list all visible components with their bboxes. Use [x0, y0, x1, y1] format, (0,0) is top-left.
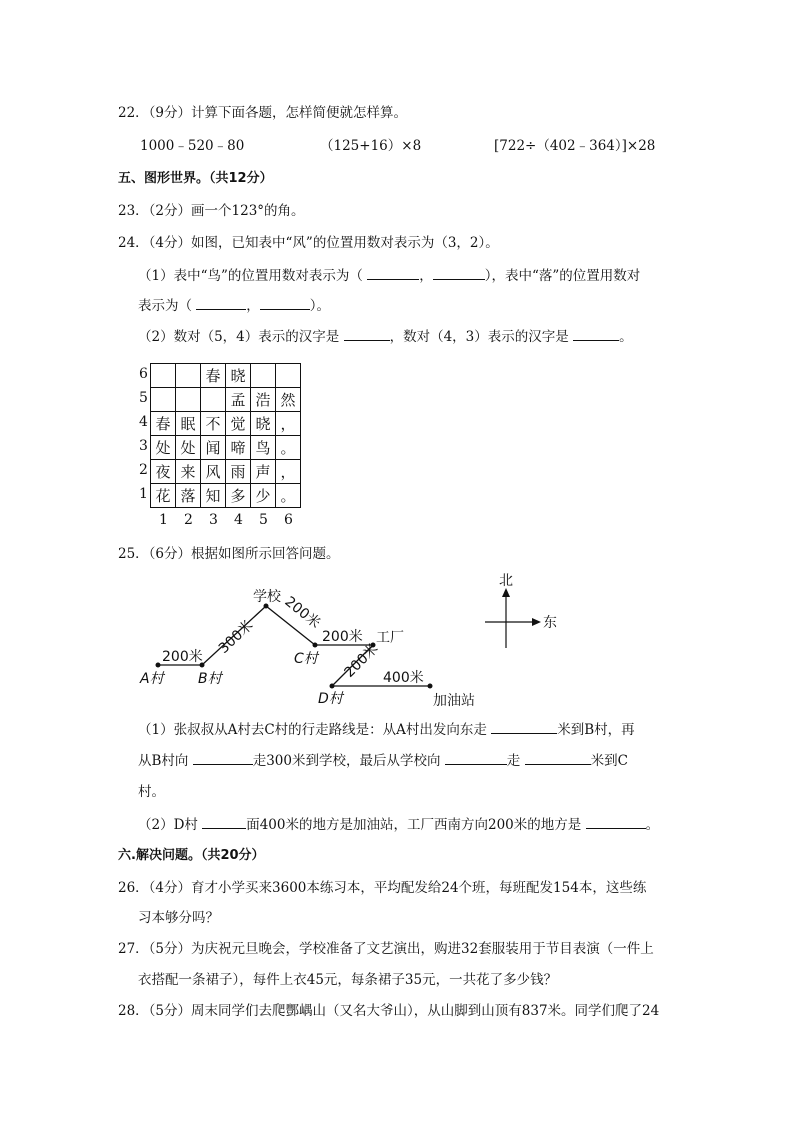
- grid-cell: 来: [176, 460, 201, 484]
- q26-line2: 习本够分吗？: [138, 910, 219, 926]
- grid-cell: 啼: [226, 436, 251, 460]
- grid-cell: 风: [201, 460, 226, 484]
- distance-bs: 300米: [215, 617, 257, 657]
- grid-row-label: 2: [139, 462, 148, 478]
- grid-row-label: 5: [139, 390, 148, 406]
- point-c: [313, 643, 318, 648]
- q22-title: 22．（9分）计算下面各题，怎样简便就怎样算。: [118, 105, 408, 121]
- grid-cell: 多: [226, 484, 251, 508]
- grid-cell: 。: [276, 436, 301, 460]
- q22-expr1: 1000﹣520﹣80: [140, 138, 245, 154]
- q26-line1: 26．（4分）育才小学买来3600本练习本，平均配发给24个班，每班配发154本，这些练: [118, 880, 647, 896]
- q25-part1-line2: [138, 751, 628, 770]
- grid-cell: 落: [176, 484, 201, 508]
- grid-cell: 声: [251, 460, 276, 484]
- grid-cell: 孟: [226, 388, 251, 412]
- grid-col-label: 3: [209, 512, 218, 528]
- q25-p2b: 面400米的地方是加油站，工厂西南方向200米的地方是: [246, 817, 582, 833]
- section-6-heading: 六.解决问题。（共20分）: [118, 848, 265, 863]
- grid-cell: 晓: [251, 412, 276, 436]
- label-c: C村: [294, 651, 318, 667]
- grid-cell: ，: [276, 412, 301, 436]
- q24-p2b: ，数对（4，3）表示的汉字是: [389, 329, 569, 345]
- q24-p1a: （1）表中“鸟”的位置用数对表示为（: [138, 268, 363, 284]
- point-d: [330, 684, 335, 689]
- answer-blank[interactable]: [193, 751, 253, 765]
- distance-dg: 400米: [383, 670, 424, 686]
- q25-p2c: 。: [645, 817, 660, 833]
- q23-text: 23．（2分）画一个123°的角。: [118, 203, 305, 219]
- q25-p1b: 米到B村，再: [557, 722, 635, 738]
- answer-blank[interactable]: [491, 720, 557, 734]
- label-b: B村: [198, 671, 222, 687]
- q25-part1-line1: [138, 720, 635, 739]
- grid-cell: 晓: [226, 364, 251, 388]
- grid-cell: 花: [151, 484, 176, 508]
- point-a: [156, 663, 161, 668]
- grid-cell: 夜: [151, 460, 176, 484]
- grid-col-label: 2: [184, 512, 193, 528]
- distance-fd: 200米: [341, 640, 382, 681]
- grid-cell: 觉: [226, 412, 251, 436]
- compass-north-label: 北: [499, 573, 513, 589]
- q28-line1: 28．（5分）周末同学们去爬酆嵎山（又名大爷山），从山脚到山顶有837米。同学们爬了24: [118, 1003, 660, 1019]
- q24-title: 24．（4分）如图，已知表中“风”的位置用数对表示为（3，2）。: [118, 235, 499, 251]
- grid-row-label: 6: [139, 366, 148, 382]
- grid-cell: 眠: [176, 412, 201, 436]
- label-gas-station: 加油站: [433, 693, 475, 709]
- distance-cf: 200米: [322, 629, 363, 645]
- grid-cell: 处: [176, 436, 201, 460]
- label-a: A村: [140, 671, 164, 687]
- q25-p1e: 走: [506, 753, 521, 769]
- grid-cell: 闻: [201, 436, 226, 460]
- grid-row-label: 3: [139, 438, 148, 454]
- grid-cell: 处: [151, 436, 176, 460]
- q25-p1d: 走300米到学校，最后从学校向: [252, 753, 441, 769]
- answer-blank[interactable]: [445, 751, 507, 765]
- label-factory: 工厂: [376, 630, 404, 646]
- q25-p1f: 米到C: [590, 753, 628, 769]
- q25-p2a: （2）D村: [138, 817, 198, 833]
- point-gas: [428, 684, 433, 689]
- grid-col-label: 6: [284, 512, 293, 528]
- answer-blank[interactable]: [586, 815, 646, 829]
- section-5-heading: 五、图形世界。（共12分）: [118, 171, 273, 186]
- grid-cell: 然: [276, 388, 301, 412]
- grid-cell: ，: [276, 460, 301, 484]
- q25-part2: [138, 815, 659, 834]
- grid-cell: 不: [201, 412, 226, 436]
- grid-col-label: 5: [259, 512, 268, 528]
- grid-cell: 雨: [226, 460, 251, 484]
- q22-expr3: [722÷（402﹣364）]×28: [494, 138, 656, 154]
- answer-blank[interactable]: [202, 815, 246, 829]
- q24-p1e: ，: [246, 298, 260, 314]
- grid-cell: 鸟: [251, 436, 276, 460]
- q24-p1b: ，: [419, 268, 433, 284]
- grid-col-label: 1: [159, 512, 168, 528]
- grid-row-label: 4: [139, 414, 148, 430]
- q27-line2: 衣搭配一条裙子），每件上衣45元，每条裙子35元，一共花了多少钱？: [138, 972, 558, 988]
- distance-ab: 200米: [162, 649, 203, 665]
- q27-line1: 27．（5分）为庆祝元旦晚会，学校准备了文艺演出，购进32套服装用于节目表演（一件上: [118, 941, 654, 957]
- q22-expr2: （125+16）×8: [320, 138, 422, 154]
- grid-cell: 春: [201, 364, 226, 388]
- compass-icon: [485, 573, 557, 648]
- q25-p1c: 从B村向: [138, 753, 189, 769]
- answer-blank[interactable]: [525, 751, 591, 765]
- q24-p1c: ），表中“落”的位置用数对: [484, 268, 641, 284]
- grid-col-label: 4: [234, 512, 243, 528]
- q25-title: 25．（6分）根据如图所示回答问题。: [118, 546, 340, 562]
- q25-part1-line3: 村。: [138, 784, 165, 800]
- grid-cell: 。: [276, 484, 301, 508]
- q24-p2a: （2）数对（5，4）表示的汉字是: [138, 329, 340, 345]
- q24-p2c: 。: [619, 329, 633, 345]
- label-school: 学校: [253, 589, 281, 605]
- q24-p1d: 表示为（: [138, 298, 192, 314]
- grid-cell: 少: [251, 484, 276, 508]
- grid-row-label: 1: [139, 486, 148, 502]
- q24-p1f: ）。: [309, 298, 331, 314]
- distance-sc: 200米: [281, 593, 324, 632]
- grid-cell: 知: [201, 484, 226, 508]
- q25-p1a: （1）张叔叔从A村去C村的行走路线是：从A村出发向东走: [138, 722, 487, 738]
- label-d: D村: [318, 691, 343, 707]
- grid-cell: 浩: [251, 388, 276, 412]
- compass-east-label: 东: [543, 615, 557, 631]
- grid-cell: 春: [151, 412, 176, 436]
